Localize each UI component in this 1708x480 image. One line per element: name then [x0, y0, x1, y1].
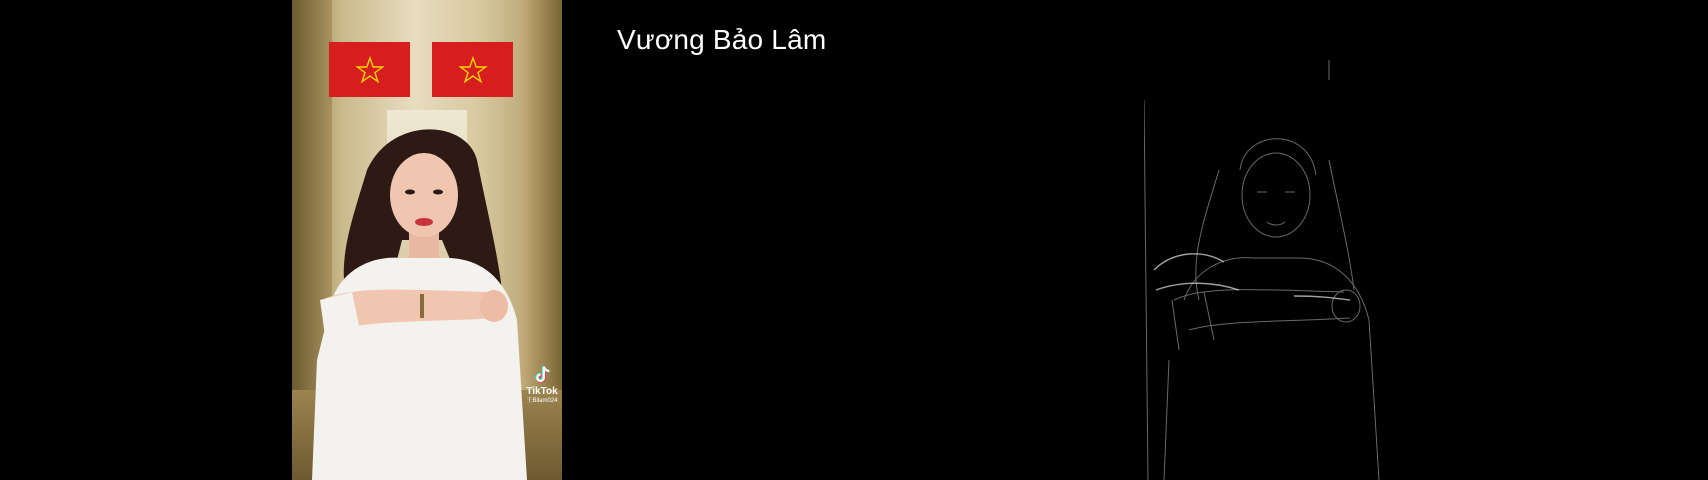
tiktok-watermark — [524, 364, 560, 405]
video-frame-edge-detection — [1144, 0, 1414, 480]
tiktok-brand-label: TikTok — [526, 386, 558, 397]
edge-outline-figure — [1144, 0, 1414, 480]
person-figure — [292, 0, 562, 480]
video-caption: Vương Bảo Lâm — [617, 24, 827, 55]
tiktok-handle-label: 王Bilam024 — [526, 398, 558, 404]
video-frame-original — [292, 0, 562, 480]
tiktok-logo-icon — [531, 364, 553, 386]
